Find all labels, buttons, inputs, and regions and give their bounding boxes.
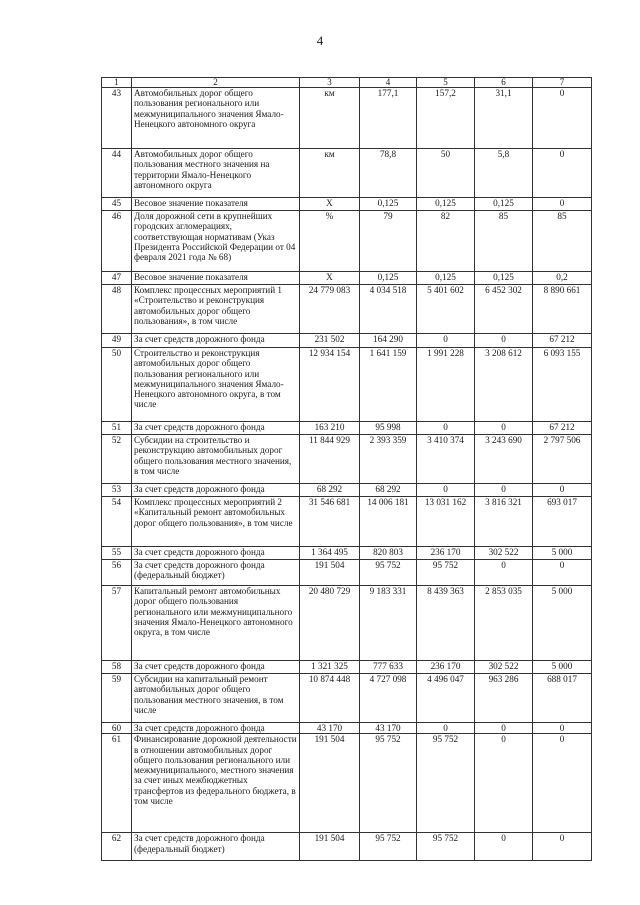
- unit-or-total: Х: [300, 198, 360, 211]
- value-col-5: 13 031 162: [417, 497, 475, 547]
- unit-or-total: 1 321 325: [300, 661, 360, 674]
- row-number: 53: [102, 484, 132, 497]
- value-col-5: 95 752: [417, 833, 475, 861]
- value-col-5: 0: [417, 334, 475, 348]
- value-col-6: 3 816 321: [475, 497, 533, 547]
- row-number: 62: [102, 833, 132, 861]
- value-col-7: 688 017: [533, 674, 592, 723]
- row-number: 52: [102, 435, 132, 484]
- table-row: [102, 734, 592, 833]
- header-cell: 1: [102, 78, 132, 88]
- table-row: [102, 674, 592, 723]
- unit-or-total: км: [300, 88, 360, 149]
- value-col-6: 0: [475, 723, 533, 734]
- value-col-5: 0,125: [417, 198, 475, 211]
- value-col-6: 302 522: [475, 547, 533, 560]
- value-col-7: 0,2: [533, 272, 592, 285]
- value-col-5: 95 752: [417, 560, 475, 586]
- value-col-7: 0: [533, 734, 592, 833]
- unit-or-total: %: [300, 211, 360, 272]
- row-number: 50: [102, 348, 132, 422]
- indicator-name: Субсидии на строительство и реконструкцию автомобильных дорог общего пользования местного значения, в том числе: [132, 435, 300, 484]
- value-col-4: 177,1: [360, 88, 417, 149]
- indicator-name: Комплекс процессных мероприятий 2 «Капитальный ремонт автомобильных дорог общего пользования», в том числе: [132, 497, 300, 547]
- indicator-name: За счет средств дорожного фонда: [132, 723, 300, 734]
- header-cell: 7: [533, 78, 592, 88]
- value-col-6: 85: [475, 211, 533, 272]
- table-row: [102, 661, 592, 674]
- indicator-name: За счет средств дорожного фонда: [132, 422, 300, 435]
- table-header-row: [102, 78, 592, 88]
- unit-or-total: 68 292: [300, 484, 360, 497]
- row-number: 51: [102, 422, 132, 435]
- unit-or-total: 31 546 681: [300, 497, 360, 547]
- value-col-4: 95 752: [360, 734, 417, 833]
- value-col-6: 0,125: [475, 272, 533, 285]
- value-col-4: 95 752: [360, 833, 417, 861]
- header-cell: 6: [475, 78, 533, 88]
- table-row: [102, 285, 592, 334]
- value-col-7: 5 000: [533, 586, 592, 661]
- table-row: [102, 560, 592, 586]
- table-row: [102, 211, 592, 272]
- value-col-4: 164 290: [360, 334, 417, 348]
- value-col-5: 5 401 602: [417, 285, 475, 334]
- row-number: 54: [102, 497, 132, 547]
- indicator-name: Комплекс процессных мероприятий 1 «Строительство и реконструкция автомобильных дорог общего пользования», в том числе: [132, 285, 300, 334]
- value-col-7: 85: [533, 211, 592, 272]
- value-col-4: 78,8: [360, 149, 417, 198]
- unit-or-total: 191 504: [300, 734, 360, 833]
- table-row: [102, 497, 592, 547]
- value-col-4: 0,125: [360, 272, 417, 285]
- value-col-5: 4 496 047: [417, 674, 475, 723]
- table-row: [102, 435, 592, 484]
- row-number: 48: [102, 285, 132, 334]
- value-col-6: 0: [475, 833, 533, 861]
- indicators-table: [101, 77, 592, 861]
- table-row: [102, 547, 592, 560]
- header-cell: 3: [300, 78, 360, 88]
- value-col-4: 4 034 518: [360, 285, 417, 334]
- row-number: 43: [102, 88, 132, 149]
- indicator-name: Субсидии на капитальный ремонт автомобильных дорог общего пользования местного значения, в том числе: [132, 674, 300, 723]
- indicator-name: Весовое значение показателя: [132, 198, 300, 211]
- value-col-7: 0: [533, 723, 592, 734]
- value-col-6: 5,8: [475, 149, 533, 198]
- table-row: [102, 833, 592, 861]
- header-cell: 2: [132, 78, 300, 88]
- row-number: 45: [102, 198, 132, 211]
- unit-or-total: 191 504: [300, 833, 360, 861]
- row-number: 44: [102, 149, 132, 198]
- value-col-5: 0: [417, 723, 475, 734]
- value-col-5: 8 439 363: [417, 586, 475, 661]
- indicator-name: Весовое значение показателя: [132, 272, 300, 285]
- unit-or-total: 12 934 154: [300, 348, 360, 422]
- value-col-6: 0: [475, 334, 533, 348]
- value-col-6: 3 243 690: [475, 435, 533, 484]
- unit-or-total: 20 480 729: [300, 586, 360, 661]
- table-row: [102, 198, 592, 211]
- indicator-name: Капитальный ремонт автомобильных дорог общего пользования регионального или межмуниципального значения Ямало-Ненецкого автономного округа, в том числе: [132, 586, 300, 661]
- indicator-name: За счет средств дорожного фонда: [132, 661, 300, 674]
- table-row: [102, 422, 592, 435]
- indicator-name: За счет средств дорожного фонда (федеральный бюджет): [132, 560, 300, 586]
- value-col-6: 0: [475, 734, 533, 833]
- indicator-name: За счет средств дорожного фонда: [132, 484, 300, 497]
- table-row: [102, 586, 592, 661]
- row-number: 49: [102, 334, 132, 348]
- value-col-7: 5 000: [533, 547, 592, 560]
- unit-or-total: км: [300, 149, 360, 198]
- row-number: 46: [102, 211, 132, 272]
- value-col-4: 9 183 331: [360, 586, 417, 661]
- value-col-5: 0: [417, 484, 475, 497]
- table-row: [102, 334, 592, 348]
- unit-or-total: Х: [300, 272, 360, 285]
- unit-or-total: 43 170: [300, 723, 360, 734]
- value-col-5: 236 170: [417, 661, 475, 674]
- value-col-6: 0: [475, 484, 533, 497]
- indicator-name: Автомобильных дорог общего пользования регионального или межмуниципального значения Ямало-Ненецкого автономного округа: [132, 88, 300, 149]
- value-col-5: 1 991 228: [417, 348, 475, 422]
- value-col-7: 6 093 155: [533, 348, 592, 422]
- row-number: 55: [102, 547, 132, 560]
- value-col-4: 820 803: [360, 547, 417, 560]
- value-col-5: 0: [417, 422, 475, 435]
- value-col-5: 50: [417, 149, 475, 198]
- value-col-4: 1 641 159: [360, 348, 417, 422]
- value-col-5: 3 410 374: [417, 435, 475, 484]
- value-col-6: 3 208 612: [475, 348, 533, 422]
- value-col-7: 2 797 506: [533, 435, 592, 484]
- row-number: 59: [102, 674, 132, 723]
- value-col-5: 236 170: [417, 547, 475, 560]
- value-col-7: 67 212: [533, 422, 592, 435]
- value-col-7: 5 000: [533, 661, 592, 674]
- table-row: [102, 149, 592, 198]
- indicator-name: Автомобильных дорог общего пользования местного значения на территории Ямало-Ненецкого автономного округа: [132, 149, 300, 198]
- page-number: 4: [316, 33, 324, 48]
- table-row: [102, 723, 592, 734]
- indicator-name: За счет средств дорожного фонда: [132, 547, 300, 560]
- value-col-4: 2 393 359: [360, 435, 417, 484]
- value-col-4: 4 727 098: [360, 674, 417, 723]
- header-cell: 4: [360, 78, 417, 88]
- value-col-6: 963 286: [475, 674, 533, 723]
- indicator-name: Доля дорожной сети в крупнейших городских агломерациях, соответствующая нормативам (Указ Президента Российской Федерации от 04 февраля 2021 года № 68): [132, 211, 300, 272]
- header-cell: 5: [417, 78, 475, 88]
- value-col-7: 0: [533, 149, 592, 198]
- value-col-4: 95 998: [360, 422, 417, 435]
- row-number: 58: [102, 661, 132, 674]
- row-number: 47: [102, 272, 132, 285]
- value-col-6: 6 452 302: [475, 285, 533, 334]
- value-col-5: 0,125: [417, 272, 475, 285]
- table-row: [102, 272, 592, 285]
- row-number: 56: [102, 560, 132, 586]
- row-number: 57: [102, 586, 132, 661]
- value-col-6: 302 522: [475, 661, 533, 674]
- value-col-4: 79: [360, 211, 417, 272]
- value-col-5: 95 752: [417, 734, 475, 833]
- value-col-6: 31,1: [475, 88, 533, 149]
- unit-or-total: 1 364 495: [300, 547, 360, 560]
- value-col-6: 0,125: [475, 198, 533, 211]
- table-row: [102, 88, 592, 149]
- value-col-4: 14 006 181: [360, 497, 417, 547]
- value-col-7: 0: [533, 88, 592, 149]
- value-col-7: 693 017: [533, 497, 592, 547]
- value-col-7: 0: [533, 484, 592, 497]
- unit-or-total: 10 874 448: [300, 674, 360, 723]
- value-col-6: 2 853 035: [475, 586, 533, 661]
- value-col-6: 0: [475, 560, 533, 586]
- value-col-7: 8 890 661: [533, 285, 592, 334]
- value-col-4: 68 292: [360, 484, 417, 497]
- indicator-name: Финансирование дорожной деятельности в отношении автомобильных дорог общего пользования регионального или межмуниципального, местного значения за счет иных межбюджетных трансфертов из федерального бюджета, в том числе: [132, 734, 300, 833]
- row-number: 61: [102, 734, 132, 833]
- indicator-name: Строительство и реконструкция автомобильных дорог общего пользования регионального или межмуниципального значения Ямало-Ненецкого автономного округа, в том числе: [132, 348, 300, 422]
- value-col-5: 157,2: [417, 88, 475, 149]
- unit-or-total: 11 844 929: [300, 435, 360, 484]
- unit-or-total: 163 210: [300, 422, 360, 435]
- value-col-7: 0: [533, 198, 592, 211]
- value-col-5: 82: [417, 211, 475, 272]
- unit-or-total: 191 504: [300, 560, 360, 586]
- value-col-4: 777 633: [360, 661, 417, 674]
- value-col-7: 67 212: [533, 334, 592, 348]
- indicator-name: За счет средств дорожного фонда (федеральный бюджет): [132, 833, 300, 861]
- unit-or-total: 24 779 083: [300, 285, 360, 334]
- indicator-name: За счет средств дорожного фонда: [132, 334, 300, 348]
- value-col-4: 0,125: [360, 198, 417, 211]
- row-number: 60: [102, 723, 132, 734]
- value-col-4: 43 170: [360, 723, 417, 734]
- value-col-4: 95 752: [360, 560, 417, 586]
- unit-or-total: 231 502: [300, 334, 360, 348]
- table-row: [102, 484, 592, 497]
- value-col-7: 0: [533, 833, 592, 861]
- value-col-6: 0: [475, 422, 533, 435]
- value-col-7: 0: [533, 560, 592, 586]
- table-row: [102, 348, 592, 422]
